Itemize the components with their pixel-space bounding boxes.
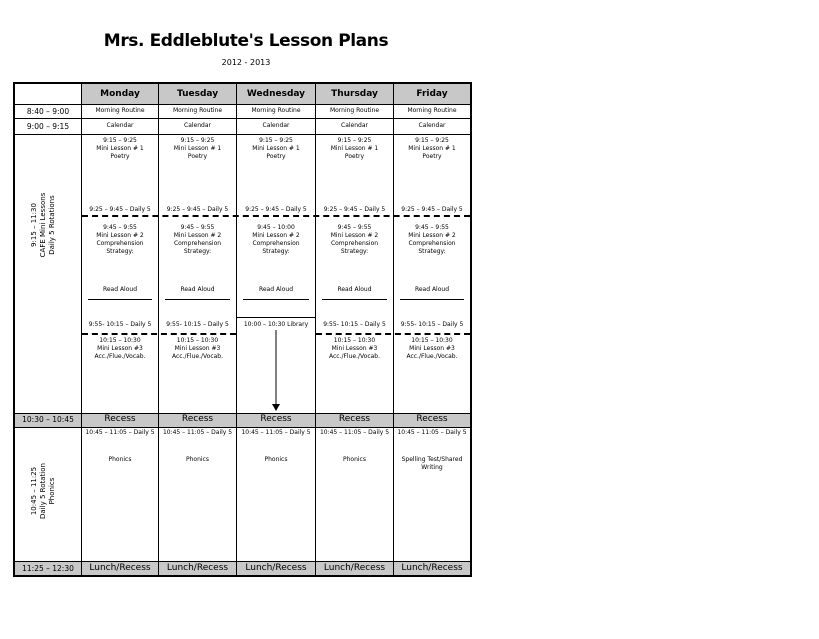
block-label-phonics xyxy=(30,426,60,556)
read-aloud-rule xyxy=(88,299,152,300)
read-aloud-rule xyxy=(400,299,464,300)
cell-text: 10:15 – 10:30 xyxy=(411,337,453,344)
dashed-separator xyxy=(82,215,470,217)
cell-morning: Morning Routine xyxy=(329,107,380,114)
cell-text: Mini Lesson # 1 xyxy=(330,145,379,152)
page-title: Mrs. Eddleblute's Lesson Plans xyxy=(103,31,389,51)
cell-text: Mini Lesson # 1 xyxy=(96,145,144,152)
cell-recess: Recess xyxy=(104,414,136,424)
cell-text: Mini Lesson # 2 xyxy=(96,232,144,239)
cell-lunch: Lunch/Recess xyxy=(245,563,307,573)
cell-lunch: Lunch/Recess xyxy=(323,563,386,573)
cell-read-aloud: Read Aloud xyxy=(258,286,294,293)
cell-daily5: 10:45 – 11:05 – Daily 5 xyxy=(241,429,311,436)
cell-daily5: 10:45 – 11:05 – Daily 5 xyxy=(85,429,155,436)
lesson-plan-table xyxy=(13,82,472,577)
cell-daily5: 10:45 – 11:05 – Daily 5 xyxy=(397,429,467,436)
cell-recess: Recess xyxy=(338,414,371,424)
row-divider xyxy=(15,118,470,119)
cell-text: 10:15 – 10:30 xyxy=(99,337,141,344)
cell-text: Spelling Test/Shared xyxy=(401,456,463,463)
cell-text: Comprehension xyxy=(173,240,222,247)
cell-text: 9:45 – 10:00 xyxy=(257,224,295,231)
cell-text: 10:15 – 10:30 xyxy=(333,337,376,344)
cell-morning: Morning Routine xyxy=(95,107,145,114)
time-slot-1: 8:40 – 9:00 xyxy=(26,107,70,116)
cell-phonics: Phonics xyxy=(186,456,209,463)
cell-text: 9:45 – 9:55 xyxy=(103,224,137,231)
day-header-friday: Friday xyxy=(416,89,448,99)
cell-read-aloud: Read Aloud xyxy=(180,286,215,293)
cell-phonics: Phonics xyxy=(264,456,288,463)
cell-text: Mini Lesson # 2 xyxy=(252,232,300,239)
dashed-separator xyxy=(82,333,236,335)
day-header-thursday: Thursday xyxy=(331,89,378,99)
cell-text: Poetry xyxy=(422,153,442,160)
cell-text: Mini Lesson # 1 xyxy=(173,145,222,152)
day-header-wednesday: Wednesday xyxy=(246,89,306,99)
cell-phonics: Phonics xyxy=(343,456,366,463)
cell-calendar: Calendar xyxy=(106,122,134,129)
cell-ml3 xyxy=(394,337,470,361)
cell-ml2 xyxy=(394,224,470,256)
cell-spelling xyxy=(394,456,470,472)
cell-phonics: Phonics xyxy=(108,456,132,463)
cell-text: 9:45 – 9:55 xyxy=(415,224,449,231)
cell-daily5: 9:55- 10:15 – Daily 5 xyxy=(88,321,152,328)
cell-calendar: Calendar xyxy=(262,122,290,129)
cell-ml1 xyxy=(237,137,315,161)
time-slot-2: 9:00 – 9:15 xyxy=(26,122,70,131)
cell-morning: Morning Routine xyxy=(251,107,301,114)
cell-text: Acc./Flue./Vocab. xyxy=(328,353,381,360)
cell-daily5: 9:25 – 9:45 – Daily 5 xyxy=(166,206,229,213)
cell-ml3 xyxy=(159,337,236,361)
cell-ml1 xyxy=(82,137,158,161)
dashed-separator xyxy=(316,333,470,335)
cell-text: Mini Lesson #3 xyxy=(97,345,143,352)
cell-text: 9:15 – 9:25 xyxy=(180,137,215,144)
time-slot-3: 10:30 – 10:45 xyxy=(22,415,74,424)
cell-text: Acc./Flue./Vocab. xyxy=(94,353,146,360)
cell-ml2 xyxy=(159,224,236,256)
cell-text: Strategy: xyxy=(106,248,134,255)
time-slot-4: 11:25 – 12:30 xyxy=(22,564,74,573)
block-label-line: Phonics xyxy=(48,477,56,505)
row-divider xyxy=(15,561,470,562)
cell-daily5: 9:55- 10:15 – Daily 5 xyxy=(166,321,229,328)
cell-text: Acc./Flue./Vocab. xyxy=(406,353,458,360)
block-label-line: Daily 5 Rotations xyxy=(48,195,56,255)
cell-text: Strategy: xyxy=(183,248,212,255)
cell-morning: Morning Routine xyxy=(172,107,223,114)
cell-text: Writing xyxy=(421,464,443,471)
cell-text: Acc./Flue./Vocab. xyxy=(171,353,224,360)
cell-calendar: Calendar xyxy=(341,122,368,129)
day-header-monday: Monday xyxy=(100,89,140,99)
cell-lunch: Lunch/Recess xyxy=(166,563,229,573)
cell-calendar: Calendar xyxy=(418,122,446,129)
cell-recess: Recess xyxy=(181,414,214,424)
cell-recess: Recess xyxy=(416,414,448,424)
cell-ml1 xyxy=(394,137,470,161)
cell-text: Poetry xyxy=(266,153,286,160)
block-label-reading xyxy=(30,160,60,290)
cell-ml3 xyxy=(82,337,158,361)
cell-text: 9:15 – 9:25 xyxy=(103,137,137,144)
cell-text: Mini Lesson # 2 xyxy=(330,232,379,239)
cell-daily5: 9:55- 10:15 – Daily 5 xyxy=(400,321,464,328)
cell-ml2 xyxy=(316,224,393,256)
cell-ml2 xyxy=(82,224,158,256)
row-divider xyxy=(15,427,470,428)
cell-text: Strategy: xyxy=(262,248,290,255)
library-separator xyxy=(237,317,315,318)
cell-daily5: 10:45 – 11:05 – Daily 5 xyxy=(319,429,390,436)
cell-text: Mini Lesson #3 xyxy=(331,345,378,352)
cell-text: Poetry xyxy=(187,153,208,160)
row-divider xyxy=(15,104,470,105)
cell-text: 9:15 – 9:25 xyxy=(415,137,449,144)
cell-text: Mini Lesson #3 xyxy=(409,345,455,352)
cell-text: Comprehension xyxy=(330,240,379,247)
block-label-line: Daily 5 Rotation xyxy=(39,463,47,519)
cell-read-aloud: Read Aloud xyxy=(414,286,450,293)
cell-lunch: Lunch/Recess xyxy=(89,563,151,573)
row-divider xyxy=(15,134,470,135)
cell-text: 9:45 – 9:55 xyxy=(180,224,215,231)
read-aloud-rule xyxy=(243,299,309,300)
cell-text: 9:15 – 9:25 xyxy=(259,137,293,144)
cell-text: 9:45 – 9:55 xyxy=(337,224,372,231)
cell-text: Mini Lesson # 2 xyxy=(173,232,222,239)
cell-daily5: 9:25 – 9:45 – Daily 5 xyxy=(245,206,307,213)
block-label-line: 9:15 – 11:30 xyxy=(30,203,38,247)
cell-text: Poetry xyxy=(110,153,130,160)
cell-text: Strategy: xyxy=(418,248,446,255)
cell-morning: Morning Routine xyxy=(407,107,457,114)
school-year: 2012 - 2013 xyxy=(221,58,271,67)
cell-ml1 xyxy=(159,137,236,161)
cell-text: Mini Lesson # 1 xyxy=(252,145,300,152)
cell-ml3 xyxy=(316,337,393,361)
read-aloud-rule xyxy=(165,299,230,300)
cell-lunch: Lunch/Recess xyxy=(401,563,463,573)
cell-text: Comprehension xyxy=(408,240,456,247)
cell-text: Poetry xyxy=(344,153,365,160)
cell-text: 9:15 – 9:25 xyxy=(337,137,372,144)
cell-text: Comprehension xyxy=(96,240,144,247)
cell-text: Comprehension xyxy=(252,240,300,247)
cell-text: Mini Lesson # 1 xyxy=(408,145,456,152)
cell-text: Mini Lesson # 2 xyxy=(408,232,456,239)
cell-read-aloud: Read Aloud xyxy=(337,286,372,293)
block-label-line: CAFE Mini Lessons xyxy=(39,192,47,258)
cell-daily5: 10:45 – 11:05 – Daily 5 xyxy=(162,429,233,436)
read-aloud-rule xyxy=(322,299,387,300)
cell-library: 10:00 – 10:30 Library xyxy=(243,321,309,328)
cell-recess: Recess xyxy=(260,414,292,424)
cell-daily5: 9:55- 10:15 – Daily 5 xyxy=(323,321,386,328)
cell-calendar: Calendar xyxy=(184,122,211,129)
cell-daily5: 9:25 – 9:45 – Daily 5 xyxy=(323,206,386,213)
cell-text: Mini Lesson #3 xyxy=(174,345,221,352)
day-header-tuesday: Tuesday xyxy=(176,89,219,99)
cell-ml1 xyxy=(316,137,393,161)
cell-ml2 xyxy=(237,224,315,256)
library-arrow xyxy=(271,330,281,412)
block-label-line: 10:45 – 11:25 xyxy=(30,466,38,516)
cell-read-aloud: Read Aloud xyxy=(102,286,138,293)
cell-text: 10:15 – 10:30 xyxy=(176,337,219,344)
cell-text: Strategy: xyxy=(340,248,369,255)
cell-daily5: 9:25 – 9:45 – Daily 5 xyxy=(401,206,463,213)
cell-daily5: 9:25 – 9:45 – Daily 5 xyxy=(89,206,151,213)
